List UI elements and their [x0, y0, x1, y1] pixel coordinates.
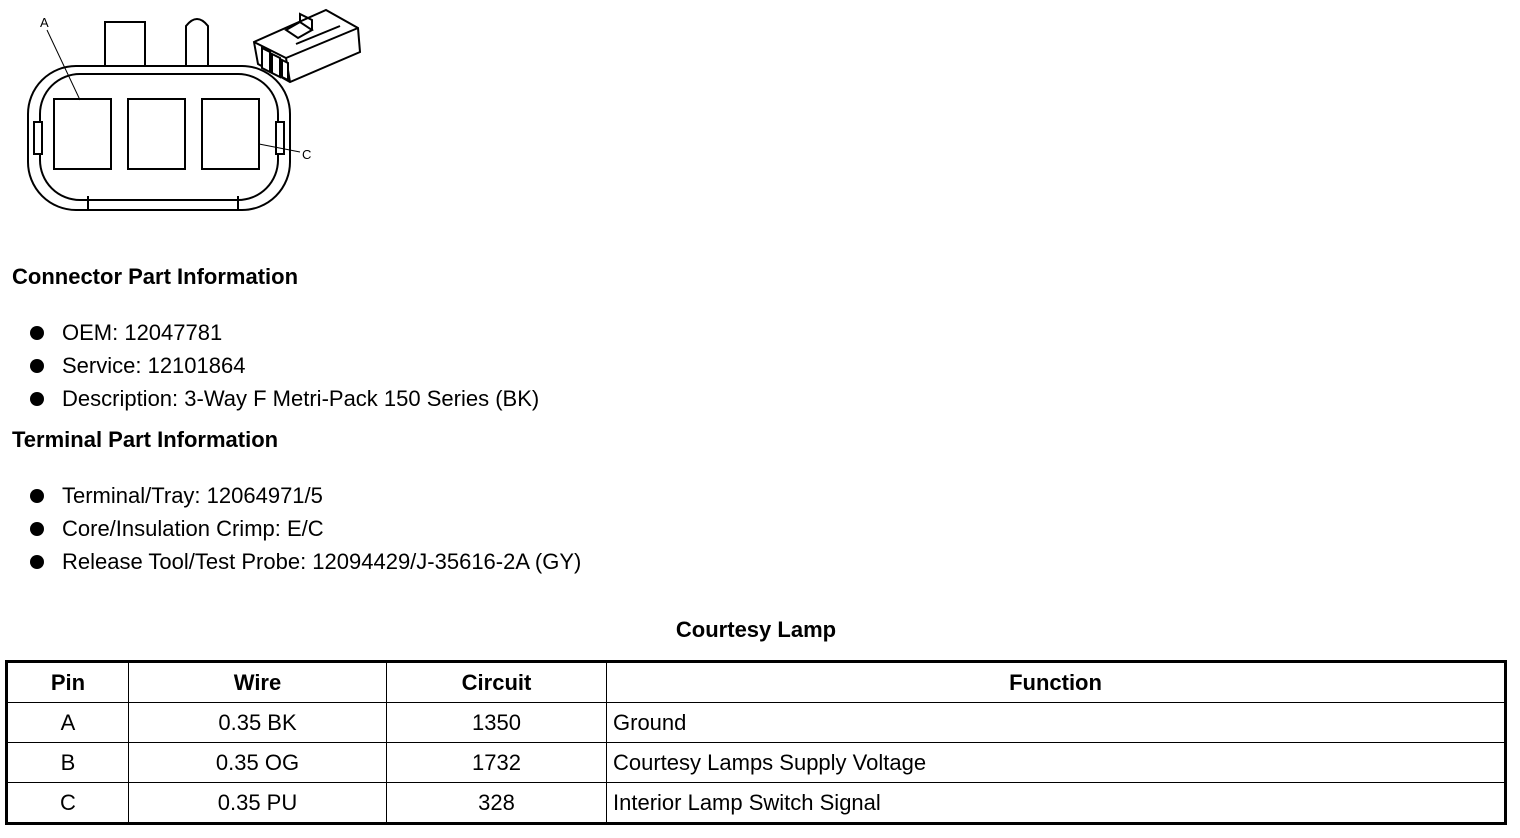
column-header-circuit: Circuit — [387, 662, 607, 703]
bullet-icon — [30, 392, 44, 406]
pin-out-table — [5, 660, 1507, 825]
table-row — [7, 743, 1506, 783]
table-row — [7, 783, 1506, 824]
pin-cell: A — [7, 703, 129, 743]
connector-part-info-heading: Connector Part Information — [12, 264, 299, 289]
column-header-wire: Wire — [129, 662, 387, 703]
table-header-row — [7, 662, 1506, 703]
table-title: Courtesy Lamp — [675, 617, 837, 642]
cavity-c — [202, 99, 259, 169]
table-row — [7, 703, 1506, 743]
wire-cell: 0.35 BK — [129, 703, 387, 743]
circuit-cell: 1732 — [387, 743, 607, 783]
bullet-icon — [30, 359, 44, 373]
cavity-b — [128, 99, 185, 169]
connector-iso-view — [254, 10, 360, 82]
pin-cell: C — [7, 783, 129, 824]
circuit-cell: 1350 — [387, 703, 607, 743]
circuit-cell: 328 — [387, 783, 607, 824]
function-cell: Ground — [607, 703, 1506, 743]
bullet-icon — [30, 326, 44, 340]
terminal-part-info-heading: Terminal Part Information — [12, 427, 279, 452]
wire-cell: 0.35 PU — [129, 783, 387, 824]
bullet-icon — [30, 555, 44, 569]
bullet-icon — [30, 522, 44, 536]
function-cell: Interior Lamp Switch Signal — [607, 783, 1506, 824]
bullet-icon — [30, 489, 44, 503]
column-header-function: Function — [607, 662, 1506, 703]
connector-top-tab — [105, 22, 145, 68]
function-cell: Courtesy Lamps Supply Voltage — [607, 743, 1506, 783]
column-header-pin: Pin — [7, 662, 129, 703]
cavity-a — [54, 99, 111, 169]
callout-c: C — [302, 147, 312, 162]
pin-cell: B — [7, 743, 129, 783]
wire-cell: 0.35 OG — [129, 743, 387, 783]
callout-a: A — [40, 15, 49, 30]
connector-diagram — [0, 0, 380, 225]
